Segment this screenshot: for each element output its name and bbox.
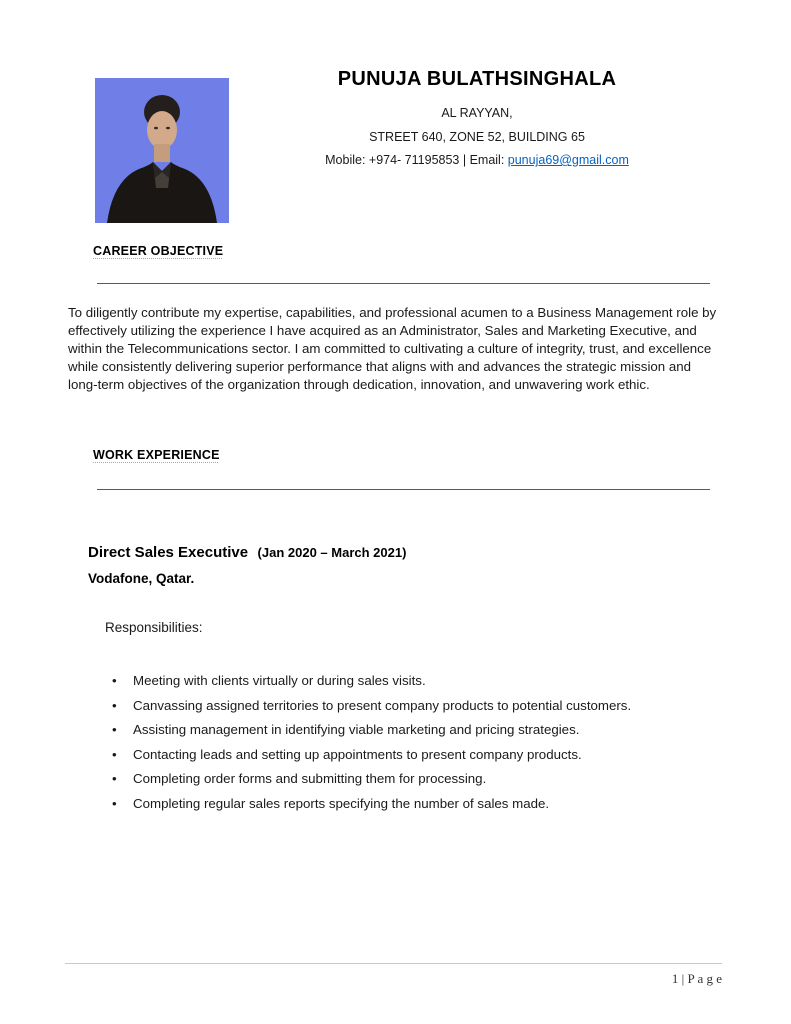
list-item: • Canvassing assigned territories to present company products to potential customers. xyxy=(110,697,710,715)
section-divider xyxy=(97,489,710,490)
page-number: 1 | P a g e xyxy=(671,971,722,986)
section-divider xyxy=(97,283,710,284)
profile-photo xyxy=(95,78,229,223)
address-line-2: STREET 640, ZONE 52, BUILDING 65 xyxy=(369,129,585,144)
profile-photo-graphic xyxy=(95,78,229,223)
list-item: • Completing order forms and submitting them for processing. xyxy=(110,770,710,788)
list-item: • Completing regular sales reports specifying the number of sales made. xyxy=(110,795,710,813)
job-dates: (Jan 2020 – March 2021) xyxy=(257,545,407,560)
work-experience-heading: WORK EXPERIENCE xyxy=(93,448,220,462)
contact-line xyxy=(232,149,722,173)
list-item: • Assisting management in identifying viable marketing and pricing strategies. xyxy=(110,721,710,739)
responsibilities-label: Responsibilities: xyxy=(105,620,203,635)
job-title: Direct Sales Executive xyxy=(88,544,249,561)
company-name: Vodafone, Qatar. xyxy=(88,571,195,586)
list-item: • Contacting leads and setting up appointments to present company products. xyxy=(110,746,710,764)
responsibilities-list xyxy=(110,672,710,820)
candidate-name: PUNUJA BULATHSINGHALA xyxy=(337,68,617,90)
career-objective-heading: CAREER OBJECTIVE xyxy=(93,244,224,258)
career-objective-text: To diligently contribute my expertise, capabilities, and professional acumen to a Business Management role by effectively utilizing the experience I have acquired as an Administrator, Sales and Marketing Executive, and within the Telecommunications sector. I am committed to cultivating a culture of integrity, trust, and excellence while consistently delivering superior performance that aligns with and advances the strategic mission and long-term objectives of the organization through dedication, innovation, and unwavering work ethic. xyxy=(68,305,717,392)
footer-divider xyxy=(65,963,722,964)
email-link[interactable]: punuja69@gmail.com xyxy=(507,153,629,167)
job-title-line xyxy=(88,544,406,562)
address-line-1: AL RAYYAN, xyxy=(441,106,513,120)
contact-prefix: Mobile: +974- 71195853 | Email: xyxy=(325,153,508,167)
list-item: • Meeting with clients virtually or during sales visits. xyxy=(110,672,710,690)
resume-header xyxy=(232,68,722,173)
